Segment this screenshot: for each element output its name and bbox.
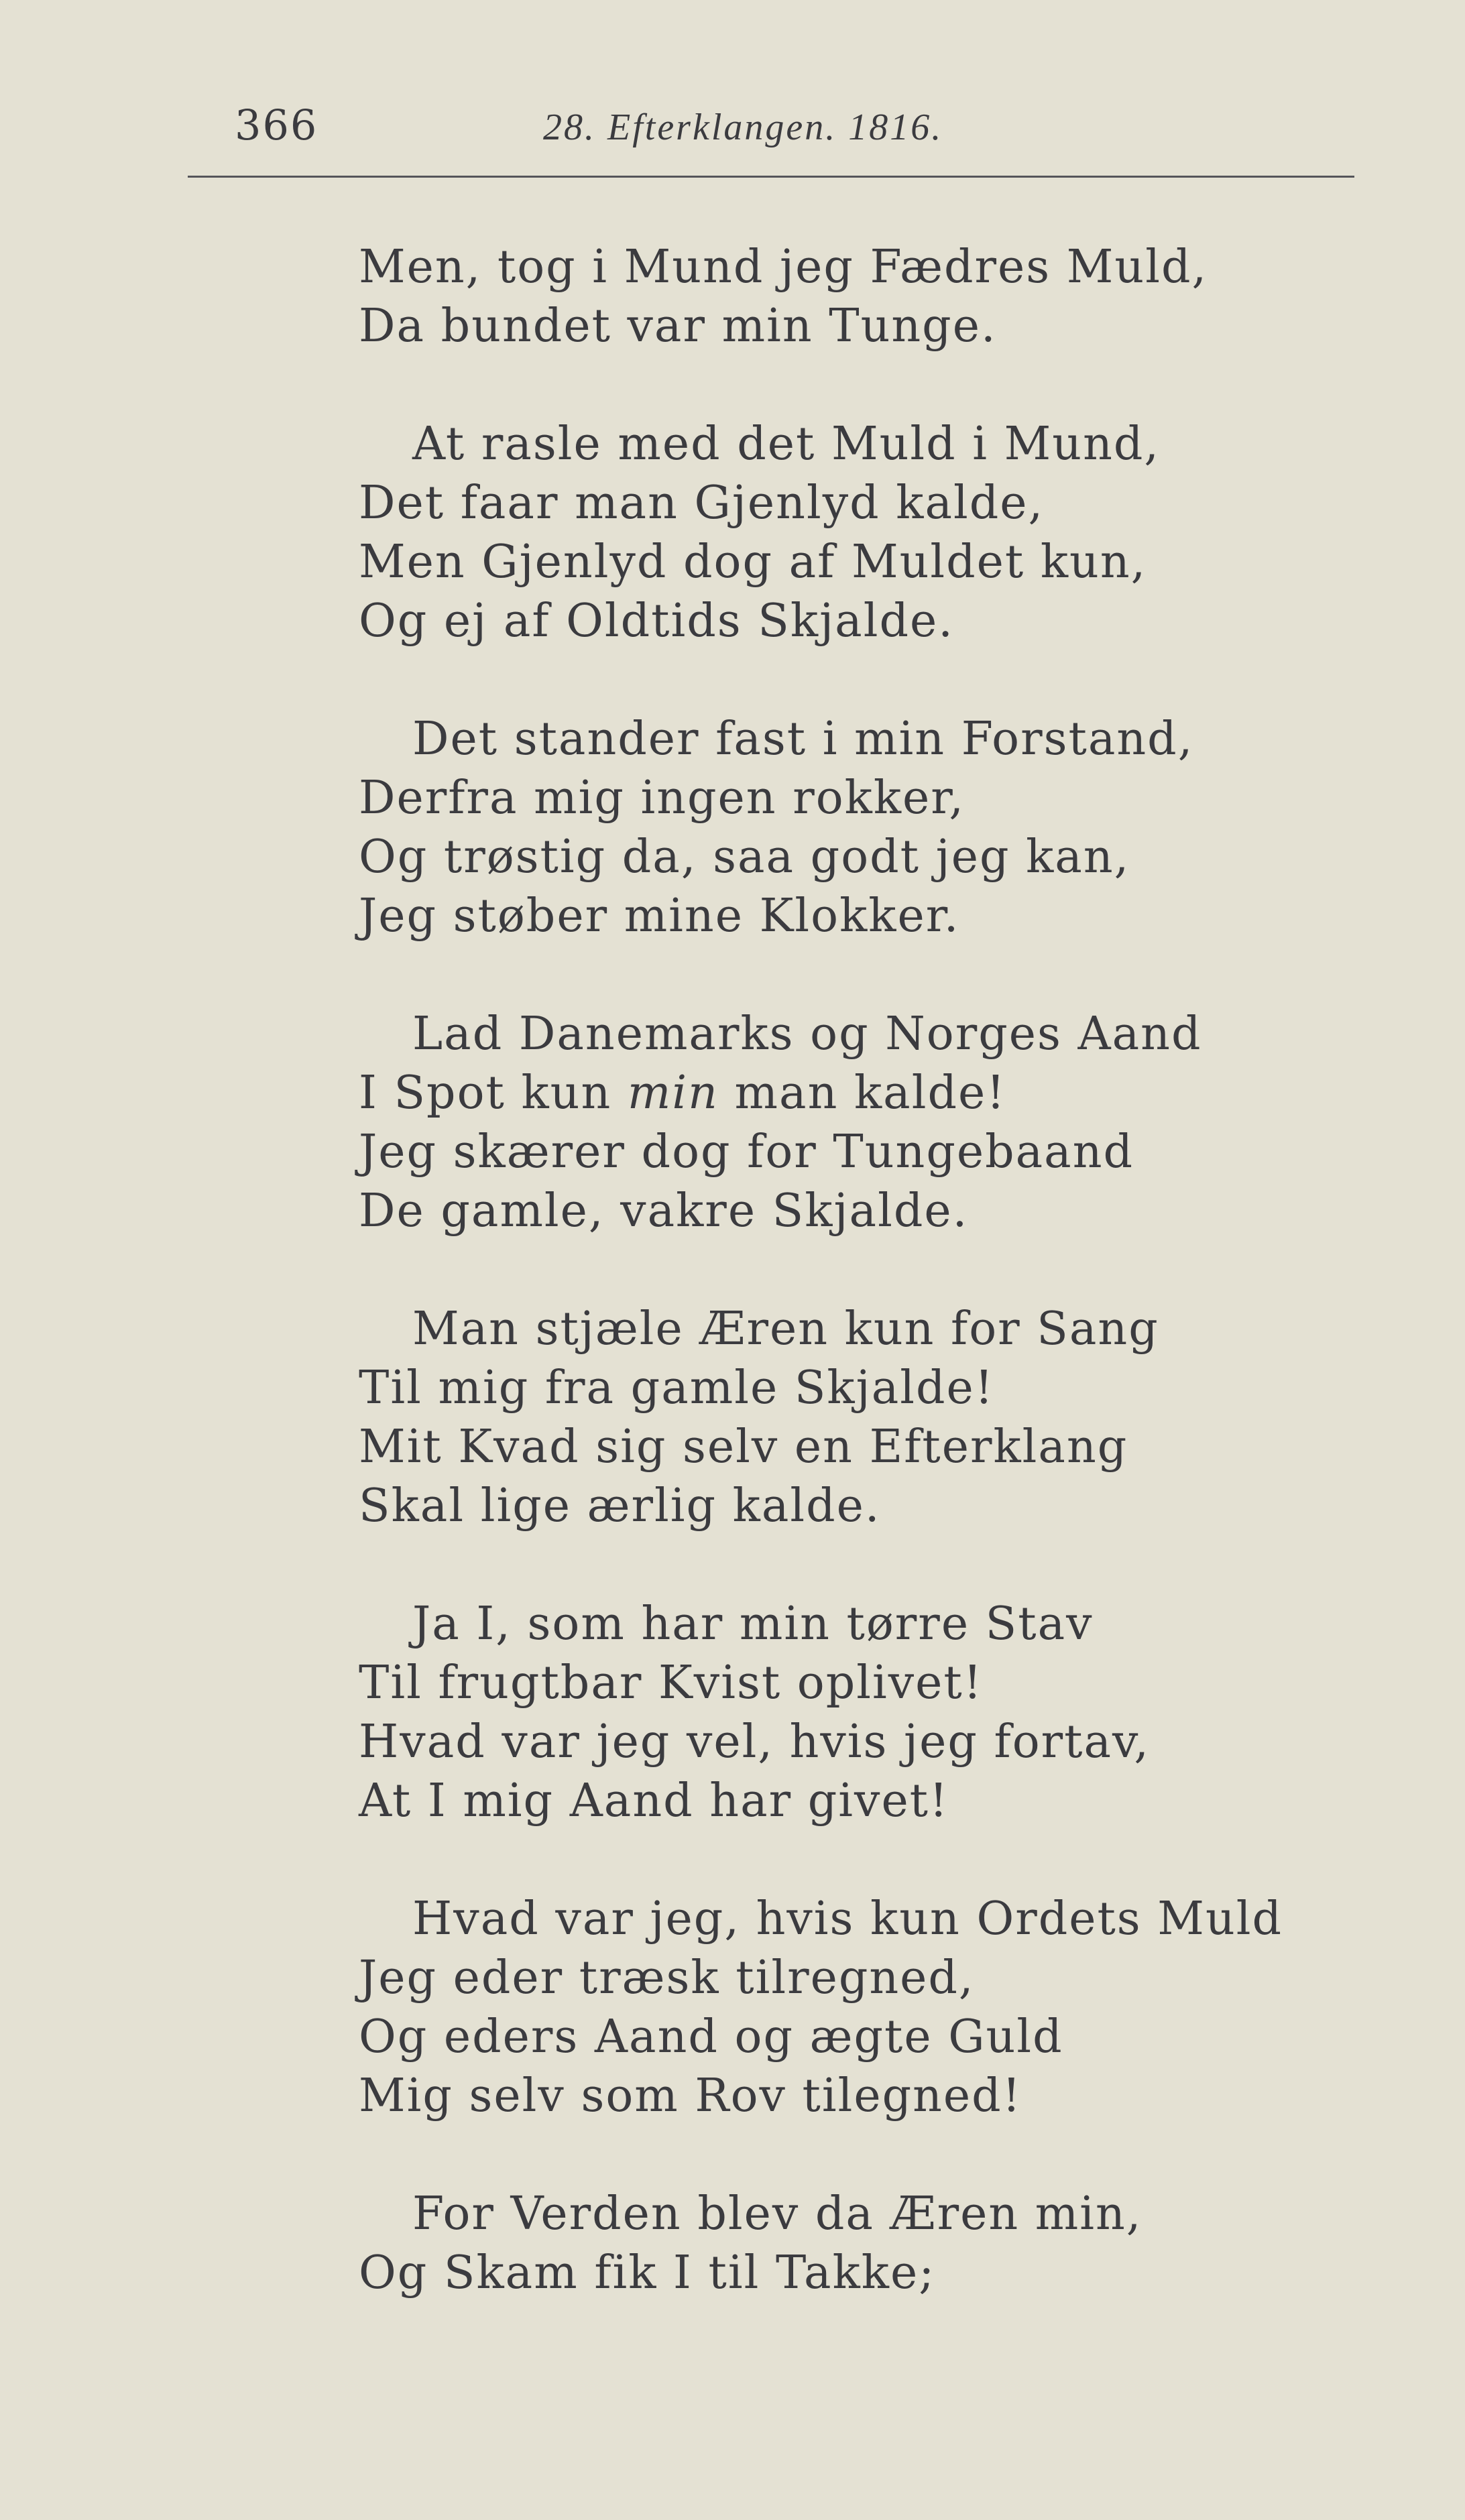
poem-line: Hvad var jeg, hvis kun Ordets Muld: [412, 1893, 1283, 1945]
poem-line: Men Gjenlyd dog af Muldet kun,: [359, 536, 1147, 589]
poem-line: Man stjæle Æren kun for Sang: [412, 1303, 1159, 1356]
poem-line: [359, 1064, 1431, 1123]
poem-line: Til mig fra gamle Skjalde!: [359, 1362, 995, 1415]
poem-line: Til frugtbar Kvist oplivet!: [359, 1657, 984, 1709]
poem-line: Da bundet var min Tunge.: [359, 300, 997, 353]
poem-line: At rasle med det Muld i Mund,: [412, 418, 1161, 471]
poem-line: Og trøstig da, saa godt jeg kan,: [359, 831, 1130, 884]
poem-line: Hvad var jeg vel, hvis jeg fortav,: [359, 1716, 1150, 1768]
poem-body: [359, 238, 1431, 2362]
poem-line: Og eders Aand og ægte Guld: [359, 2011, 1063, 2063]
poem-line-part: I Spot kun: [359, 1067, 612, 1120]
poem-line: De gamle, vakre Skjalde.: [359, 1185, 969, 1238]
stanza-5: [359, 1300, 1431, 1536]
header-rule: [188, 176, 1354, 178]
poem-line: Og ej af Oldtids Skjalde.: [359, 595, 954, 648]
poem-line: Derfra mig ingen rokker,: [359, 772, 965, 825]
poem-line: Jeg skærer dog for Tungebaand: [359, 1126, 1134, 1179]
poem-line: Mig selv som Rov tilegned!: [359, 2069, 1022, 2122]
stanza-7: [359, 1890, 1431, 2126]
italic-word: min: [627, 1067, 719, 1120]
page-header: [235, 101, 1341, 161]
poem-line: For Verden blev da Æren min,: [412, 2187, 1142, 2240]
page-number: 366: [235, 101, 318, 149]
poem-line: Jeg støber mine Klokker.: [359, 890, 960, 943]
poem-line: Og Skam fik I til Takke;: [359, 2246, 936, 2299]
poem-line: Lad Danemarks og Norges Aand: [412, 1008, 1202, 1061]
poem-line: Ja I, som har min tørre Stav: [412, 1598, 1094, 1651]
stanza-6: [359, 1595, 1431, 1831]
poem-line: Skal lige ærlig kalde.: [359, 1480, 881, 1533]
poem-line: Mit Kvad sig selv en Efterklang: [359, 1421, 1128, 1474]
poem-line: Det faar man Gjenlyd kalde,: [359, 477, 1045, 530]
stanza-3: [359, 710, 1431, 946]
stanza-8: [359, 2185, 1431, 2303]
stanza-1: [359, 238, 1431, 356]
poem-line: Det stander fast i min Forstand,: [412, 713, 1194, 766]
poem-line: Jeg eder træsk tilregned,: [359, 1952, 975, 2004]
poem-line: At I mig Aand har givet!: [359, 1775, 949, 1827]
running-title: 28. Efterklangen. 1816.: [543, 107, 943, 148]
poem-line-part: man kalde!: [734, 1067, 1006, 1120]
poem-line: Men, tog i Mund jeg Fædres Muld,: [359, 241, 1208, 294]
stanza-4: [359, 1005, 1431, 1241]
stanza-2: [359, 415, 1431, 651]
